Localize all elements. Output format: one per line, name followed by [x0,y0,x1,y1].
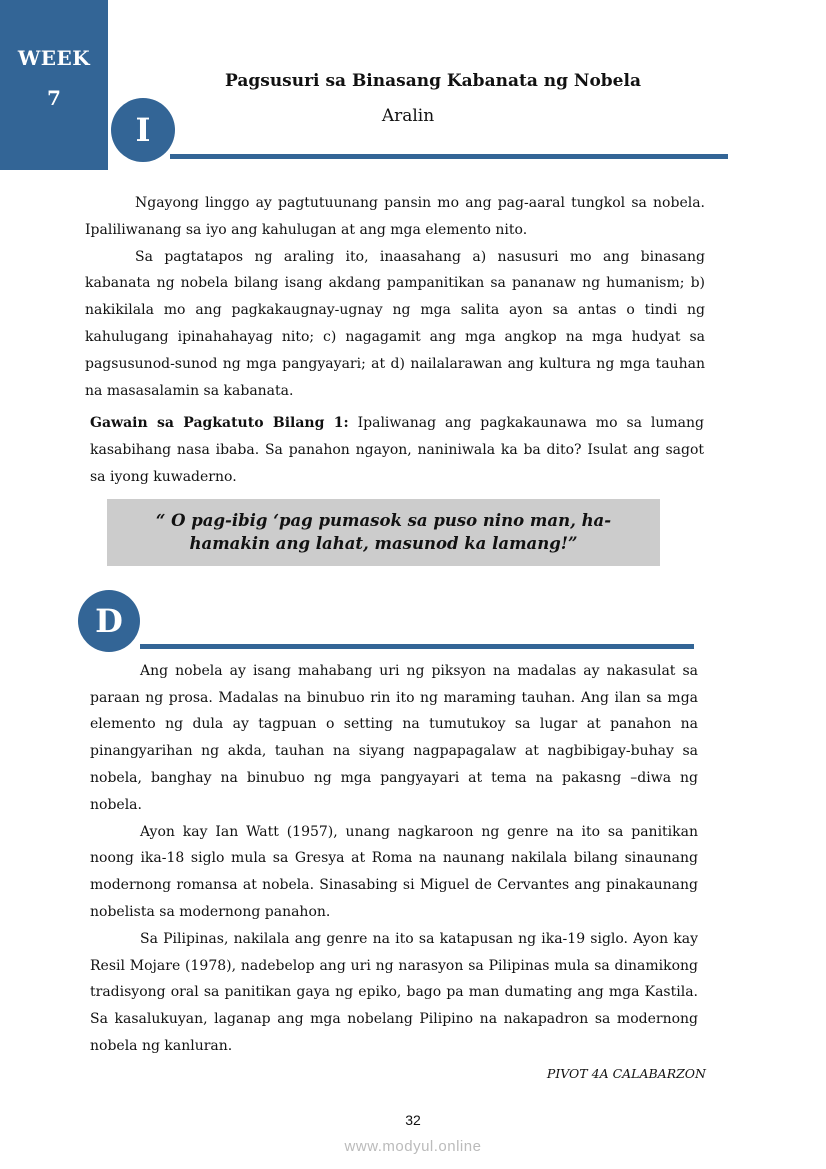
intro-paragraph: Sa pagtatapos ng araling ito, inaasahang a) nasusuri mo ang binasang kabanata ng nobela bilang isang akdang pampanitikan sa pananaw ng humanism; b) nakikilala mo ang pagkakaugnay-ugnay ng mga salita ayon sa antas o tindi ng kahulugang ipinahahayag nito; c) nagagamit ang mga angkop na mga hudyat sa pagsusunod-sunod ng mga pangyayari; at d) nailalarawan ang kultura ng mga tauhan na masasalamin sa kabanata. [85,248,705,399]
discussion-paragraph: Ayon kay Ian Watt (1957), unang nagkaroon ng genre na ito sa panitikan noong ika-18 siglo mula sa Gresya at Roma na naunang nakilala bilang sinaunang modernong romansa at nobela. Sinasabing si Miguel de Cervantes ang pinakaunang nobelista sa modernong panahon. [90,823,698,920]
intro-paragraph: Ngayong linggo ay pagtutuunang pansin mo ang pag-aaral tungkol sa nobela. Ipaliliwanang sa iyo ang kahulugan at ang mga elemento nito. [85,195,705,238]
section-divider [140,644,694,649]
watermark: www.modyul.online [344,1138,482,1155]
activity-instructions [90,410,704,490]
week-label: WEEK [17,46,91,70]
quote-box [107,499,660,566]
activity-text: Ipaliwanag ang pagkakaunawa mo sa lumang kasabihang nasa ibaba. Sa panahon ngayon, naniniwala ka ba dito? Isulat ang sagot sa iyong kuwaderno. [90,415,704,485]
discussion-paragraph: Sa Pilipinas, nakilala ang genre na ito sa katapusan ng ika-19 siglo. Ayon kay Resil Mojare (1978), nadebelop ang uri ng narasyon sa Pilipinas mula sa dinamikong tradisyong oral sa panitikan gaya ng epiko, bago pa man dumating ang mga Kastila. Sa kasalukuyan, laganap ang mga nobelang Pilipino na nakapadron sa modernong nobela ng kanluran. [90,930,698,1054]
quote-text: “ O pag-ibig ‘pag pumasok sa puso nino man, ha-hamakin ang lahat, masunod ka lamang!” [155,511,612,554]
lesson-title: Pagsusuri sa Binasang Kabanata ng Nobela [225,71,641,91]
discussion-paragraph: Ang nobela ay isang mahabang uri ng piksyon na madalas ay nakasulat sa paraan ng prosa. Madalas na binubuo rin ito ng maraming tauhan. Ang ilan sa mga elemento ng dula ay tagpuan o setting na tumutukoy sa lugar at panahon na pinangyarihan ng akda, tauhan na siyang nagpapagalaw at nagbibigay-buhay sa nobela, banghay na binubuo ng mga pangyayari at tema na pakasng –diwa ng nobela. [90,662,698,813]
source-footer: PIVOT 4A CALABARZON [546,1065,706,1081]
week-badge [0,0,108,170]
lesson-subtitle: Aralin [381,106,435,126]
discussion-text [90,658,698,1060]
section-i-badge: I [111,98,175,162]
section-divider [170,154,728,159]
section-d-badge: D [78,590,140,652]
week-number: 7 [47,86,61,110]
activity-label: Gawain sa Pagkatuto Bilang 1: [90,415,349,432]
content-flow [0,190,826,1081]
intro-text [85,190,705,404]
page-number: 32 [405,1112,421,1128]
section-d-header [0,566,826,658]
